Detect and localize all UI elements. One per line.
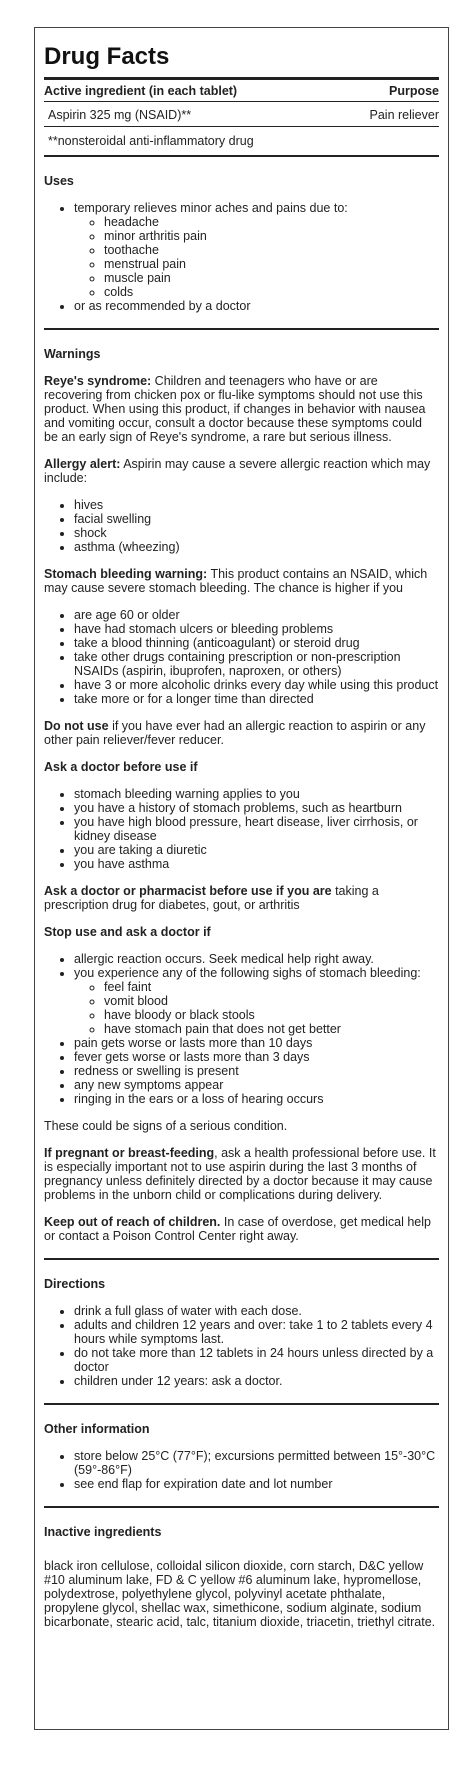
- ingredient-divider: [44, 126, 439, 127]
- ask-pharmacist-label: Ask a doctor or pharmacist before use if you are: [44, 884, 332, 898]
- purpose-label: Purpose: [388, 84, 439, 98]
- ask-pharmacist-text: taking a prescription drug for diabetes, gout, or arthritis: [44, 884, 379, 912]
- ingredient-row: [48, 108, 439, 122]
- list-item: ◦ colds: [104, 285, 439, 299]
- section-divider-inactive: [44, 1506, 439, 1508]
- list-item: • pain gets worse or lasts more than 10 days: [74, 1036, 439, 1050]
- pregnancy-label: If pregnant or breast-feeding: [44, 1146, 215, 1160]
- pregnancy-paragraph: [44, 1146, 439, 1202]
- ask-doctor-title: Ask a doctor before use if: [44, 760, 198, 774]
- drug-facts-panel: [34, 27, 449, 1730]
- do-not-use-paragraph: [44, 719, 439, 747]
- keep-out-paragraph: [44, 1215, 439, 1243]
- list-item: • you have high blood pressure, heart disease, liver cirrhosis, or kidney disease: [74, 815, 439, 843]
- list-item: ◦ vomit blood: [104, 994, 439, 1008]
- list-item: • are age 60 or older: [74, 608, 439, 622]
- stomach-list: [44, 608, 439, 706]
- list-item: • you have a history of stomach problems, such as heartburn: [74, 801, 439, 815]
- do-not-use-label: Do not use: [44, 719, 109, 733]
- list-item: • take other drugs containing prescription or non-prescription NSAIDs (aspirin, ibuprofen, naproxen, or others): [74, 650, 439, 678]
- list-item: • children under 12 years: ask a doctor.: [74, 1374, 439, 1388]
- stop-sublist: [74, 980, 439, 1036]
- header-divider: [44, 101, 439, 102]
- allergy-paragraph: [44, 457, 439, 485]
- ingredient-name: Aspirin 325 mg (NSAID)**: [48, 108, 192, 122]
- list-item: • you are taking a diuretic: [74, 843, 439, 857]
- list-item: ◦ muscle pain: [104, 271, 439, 285]
- list-item: • stomach bleeding warning applies to you: [74, 787, 439, 801]
- list-item: ◦ minor arthritis pain: [104, 229, 439, 243]
- stop-use-list: [44, 952, 439, 1106]
- directions-list: [44, 1304, 439, 1388]
- list-item: • see end flap for expiration date and lot number: [74, 1477, 439, 1491]
- section-divider-warnings: [44, 328, 439, 330]
- list-item: ◦ have bloody or black stools: [104, 1008, 439, 1022]
- list-item: • shock: [74, 526, 439, 540]
- stomach-paragraph: [44, 567, 439, 595]
- section-divider-uses: [44, 155, 439, 157]
- uses-title: Uses: [44, 174, 74, 188]
- keep-out-label: Keep out of reach of children.: [44, 1215, 221, 1229]
- list-item: ◦ toothache: [104, 243, 439, 257]
- stomach-text: This product contains an NSAID, which may cause severe stomach bleeding. The chance is higher if you: [44, 567, 428, 595]
- list-item: ◦ feel faint: [104, 980, 439, 994]
- ask-pharmacist-paragraph: [44, 884, 439, 912]
- list-item: • drink a full glass of water with each dose.: [74, 1304, 439, 1318]
- uses-sublist: [74, 215, 439, 299]
- page-title: Drug Facts: [44, 43, 170, 70]
- footnote: **nonsteroidal anti-inflammatory drug: [48, 134, 254, 148]
- allergy-list: [44, 498, 439, 554]
- list-item: • do not take more than 12 tablets in 24 hours unless directed by a doctor: [74, 1346, 439, 1374]
- allergy-label: Allergy alert:: [44, 457, 121, 471]
- list-item: • store below 25°C (77°F); excursions permitted between 15°-30°C (59°-86°F): [74, 1449, 439, 1477]
- allergy-text: Aspirin may cause a severe allergic reaction which may include:: [44, 457, 431, 485]
- list-item: • adults and children 12 years and over: take 1 to 2 tablets every 4 hours while symptoms last.: [74, 1318, 439, 1346]
- serious-condition-text: These could be signs of a serious condition.: [44, 1119, 288, 1133]
- list-item: • have 3 or more alcoholic drinks every day while using this product: [74, 678, 439, 692]
- other-info-title: Other information: [44, 1422, 150, 1436]
- list-item: [74, 201, 439, 299]
- list-item: [74, 966, 439, 1036]
- ingredient-purpose: Pain reliever: [369, 108, 439, 122]
- list-item: • allergic reaction occurs. Seek medical help right away.: [74, 952, 439, 966]
- title-divider: [44, 77, 439, 80]
- panel-content: [44, 28, 439, 1629]
- active-ingredient-label: Active ingredient (in each tablet): [44, 84, 238, 98]
- section-divider-other: [44, 1403, 439, 1405]
- active-ingredient-header: [44, 84, 439, 98]
- stomach-label: Stomach bleeding warning:: [44, 567, 208, 581]
- uses-item-1: temporary relieves minor aches and pains due to:: [74, 201, 348, 215]
- ask-doctor-list: [44, 787, 439, 871]
- list-item: • take more or for a longer time than directed: [74, 692, 439, 706]
- reye-label: Reye's syndrome:: [44, 374, 152, 388]
- list-item: • any new symptoms appear: [74, 1078, 439, 1092]
- stop-use-title: Stop use and ask a doctor if: [44, 925, 211, 939]
- list-item: • or as recommended by a doctor: [74, 299, 439, 313]
- uses-list: [44, 201, 439, 313]
- other-info-list: [44, 1449, 439, 1491]
- list-item: • fever gets worse or lasts more than 3 days: [74, 1050, 439, 1064]
- pregnancy-text: , ask a health professional before use. It is especially important not to use aspirin during the last 3 months of pregnancy unless definitely directed by a doctor because it may cause problems in the unborn child or complications during delivery.: [44, 1146, 436, 1202]
- reye-text: Children and teenagers who have or are recovering from chicken pox or flu-like symptoms should not use this product. When using this product, if changes in behavior with nausea and vomiting occur, consult a doctor because these symptoms could be an early sign of Reye's syndrome, a rare but serious illness.: [44, 374, 426, 444]
- reye-paragraph: [44, 374, 439, 444]
- directions-title: Directions: [44, 1277, 106, 1291]
- inactive-text: black iron cellulose, colloidal silicon dioxide, corn starch, D&C yellow #10 aluminum lake, FD & C yellow #6 aluminum lake, hypromellose, polydextrose, polyethylene glycol, polyvinyl acetate phthalate, propylene glycol, shellac wax, simethicone, sodium alginate, sodium bicarbonate, stearic acid, talc, titanium dioxide, triacetin, triethyl citrate.: [44, 1559, 436, 1629]
- list-item: • asthma (wheezing): [74, 540, 439, 554]
- do-not-use-text: if you have ever had an allergic reaction to aspirin or any other pain reliever/fever reducer.: [44, 719, 426, 747]
- list-item: ◦ have stomach pain that does not get better: [104, 1022, 439, 1036]
- stop-item-bleeding: you experience any of the following sighs of stomach bleeding:: [74, 966, 421, 980]
- list-item: ◦ menstrual pain: [104, 257, 439, 271]
- list-item: • redness or swelling is present: [74, 1064, 439, 1078]
- list-item: ◦ headache: [104, 215, 439, 229]
- list-item: • have had stomach ulcers or bleeding problems: [74, 622, 439, 636]
- warnings-title: Warnings: [44, 347, 101, 361]
- list-item: • ringing in the ears or a loss of hearing occurs: [74, 1092, 439, 1106]
- list-item: • facial swelling: [74, 512, 439, 526]
- list-item: • take a blood thinning (anticoagulant) or steroid drug: [74, 636, 439, 650]
- keep-out-text: In case of overdose, get medical help or contact a Poison Control Center right away.: [44, 1215, 431, 1243]
- list-item: • you have asthma: [74, 857, 439, 871]
- section-divider-directions: [44, 1258, 439, 1260]
- list-item: • hives: [74, 498, 439, 512]
- inactive-title: Inactive ingredients: [44, 1525, 162, 1539]
